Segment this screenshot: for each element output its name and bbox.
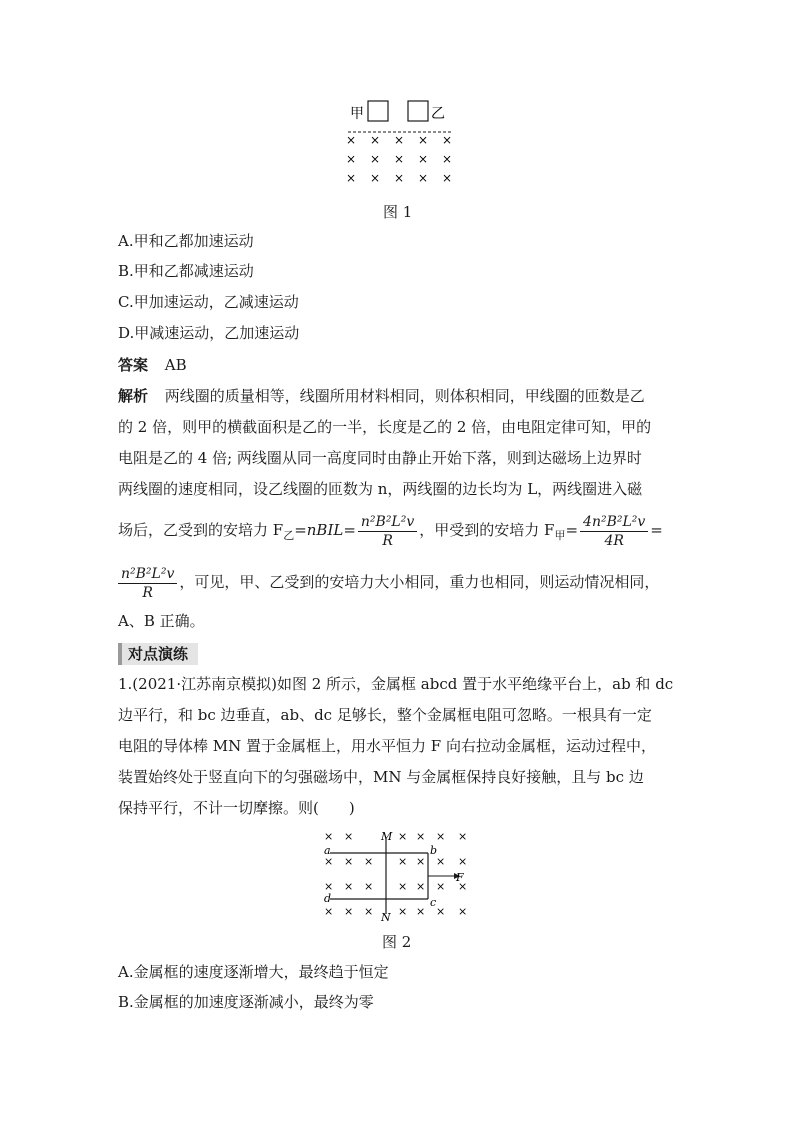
field-cross: × <box>458 830 468 843</box>
q1-line-4: 装置始终处于竖直向下的匀强磁场中，MN 与金属框保持良好接触，且与 bc 边 <box>118 768 644 786</box>
label-yi: 乙 <box>431 106 445 122</box>
fraction-2-den: 4R <box>604 532 624 549</box>
fraction-1 <box>358 513 417 550</box>
field-cross: × <box>398 830 408 843</box>
q1-line-5: 保持平行，不计一切摩擦。则( ) <box>118 799 355 817</box>
analysis-line-1 <box>118 385 645 407</box>
field-cross: × <box>344 855 354 868</box>
field-cross: × <box>418 152 429 166</box>
label-b: b <box>430 844 438 857</box>
analysis-text-3: 电阻是乙的 4 倍; 两线圈从同一高度同时由静止开始下落，则到达磁场上边界时 <box>118 449 642 467</box>
field-cross: × <box>364 905 374 918</box>
field-cross: × <box>458 880 468 893</box>
answer-line <box>118 354 187 376</box>
formula-prefix: 场后，乙受到的安培力 F <box>118 521 284 539</box>
field-cross: × <box>436 830 446 843</box>
option-b: B.甲和乙都减速运动 <box>118 262 254 280</box>
figure-2 <box>318 826 478 922</box>
field-cross: × <box>370 171 381 185</box>
field-cross: × <box>394 152 405 166</box>
q1-line-3: 电阻的导体棒 MN 置于金属框上，用水平恒力 F 向右拉动金属框，运动过程中， <box>118 737 656 755</box>
label-m: M <box>381 830 393 843</box>
field-cross: × <box>346 133 357 147</box>
label-jia: 甲 <box>350 106 364 122</box>
field-cross: × <box>364 880 374 893</box>
line-after-frac: ，可见，甲、乙受到的安培力大小相同，重力也相同，则运动情况相同， <box>179 573 660 591</box>
analysis-label: 解析 <box>118 387 149 405</box>
field-cross: × <box>458 855 468 868</box>
answer-label: 答案 <box>118 356 149 374</box>
field-cross: × <box>344 880 354 893</box>
field-cross: × <box>416 905 426 918</box>
sub-yi: 乙 <box>283 529 295 542</box>
coil-jia <box>368 101 388 121</box>
q1-line-2: 边平行，和 bc 边垂直，ab、dc 足够长，整个金属框电阻可忽略。一根具有一定 <box>118 706 652 724</box>
magnetic-field-crosses-2 <box>324 830 467 918</box>
analysis-text-4: 两线圈的速度相同，设乙线圈的匝数为 n，两线圈的边长均为 L，两线圈进入磁 <box>118 480 643 498</box>
fraction-3-num: n²B²L²v <box>118 565 177 584</box>
field-cross: × <box>418 171 429 185</box>
field-cross: × <box>370 133 381 147</box>
analysis-text-1: 两线圈的质量相等，线圈所用材料相同，则体积相同，甲线圈的匝数是乙 <box>164 387 645 405</box>
fraction-1-den: R <box>382 532 393 549</box>
field-cross: × <box>394 133 405 147</box>
formula-eq-end: = <box>650 521 663 539</box>
figure-2-svg <box>318 826 478 922</box>
field-cross: × <box>416 880 426 893</box>
label-c: c <box>430 896 437 909</box>
q1-option-a: A.金属框的速度逐渐增大，最终趋于恒定 <box>118 963 389 981</box>
field-cross: × <box>398 880 408 893</box>
field-cross: × <box>442 171 453 185</box>
field-cross: × <box>398 905 408 918</box>
section-title: 对点演练 <box>118 643 198 665</box>
field-cross: × <box>370 152 381 166</box>
field-cross: × <box>364 855 374 868</box>
sub-jia: 甲 <box>554 529 566 542</box>
option-d: D.甲减速运动，乙加速运动 <box>118 324 300 342</box>
fraction-3 <box>118 565 177 602</box>
formula-expr: =nBIL= <box>294 521 356 539</box>
field-cross: × <box>416 855 426 868</box>
formula-mid: ，甲受到的安培力 F <box>419 521 555 539</box>
answer-value: AB <box>164 356 187 374</box>
option-c: C.甲加速运动，乙减速运动 <box>118 293 299 311</box>
figure-1-caption: 图 1 <box>383 203 413 221</box>
label-a: a <box>324 844 331 857</box>
field-cross: × <box>346 152 357 166</box>
field-cross: × <box>442 133 453 147</box>
field-cross: × <box>344 830 354 843</box>
formula-eq: = <box>565 521 579 539</box>
fraction-1-num: n²B²L²v <box>358 513 417 532</box>
figure-1 <box>340 98 460 188</box>
coil-yi <box>408 101 428 121</box>
field-cross: × <box>436 905 446 918</box>
option-a: A.甲和乙都加速运动 <box>118 232 254 250</box>
analysis-text-2: 的 2 倍，则甲的横截面积是乙的一半，长度是乙的 2 倍，由电阻定律可知，甲的 <box>118 418 652 436</box>
field-cross: × <box>346 171 357 185</box>
field-cross: × <box>416 830 426 843</box>
fraction-3-den: R <box>142 584 153 601</box>
field-cross: × <box>458 905 468 918</box>
fraction-2 <box>580 513 648 550</box>
field-cross: × <box>418 133 429 147</box>
field-cross: × <box>436 880 446 893</box>
figure-1-svg <box>340 98 460 188</box>
analysis-last-line: A、B 正确。 <box>118 612 205 630</box>
magnetic-field-crosses <box>346 133 452 185</box>
field-cross: × <box>436 855 446 868</box>
fraction-2-num: 4n²B²L²v <box>580 513 648 532</box>
field-cross: × <box>324 830 334 843</box>
label-d: d <box>324 892 332 905</box>
field-cross: × <box>394 171 405 185</box>
field-cross: × <box>324 905 334 918</box>
field-cross: × <box>344 905 354 918</box>
formula-line <box>118 508 663 552</box>
formula-line-2 <box>118 560 659 604</box>
field-cross: × <box>324 855 334 868</box>
label-f: F <box>456 871 464 884</box>
q1-option-b: B.金属框的加速度逐渐减小，最终为零 <box>118 993 374 1011</box>
label-n: N <box>381 911 391 922</box>
q1-line-1: 1.(2021·江苏南京模拟)如图 2 所示，金属框 abcd 置于水平绝缘平台上，ab 和 dc <box>118 675 674 693</box>
field-cross: × <box>442 152 453 166</box>
figure-2-caption: 图 2 <box>382 933 412 951</box>
field-cross: × <box>324 880 334 893</box>
field-cross: × <box>398 855 408 868</box>
